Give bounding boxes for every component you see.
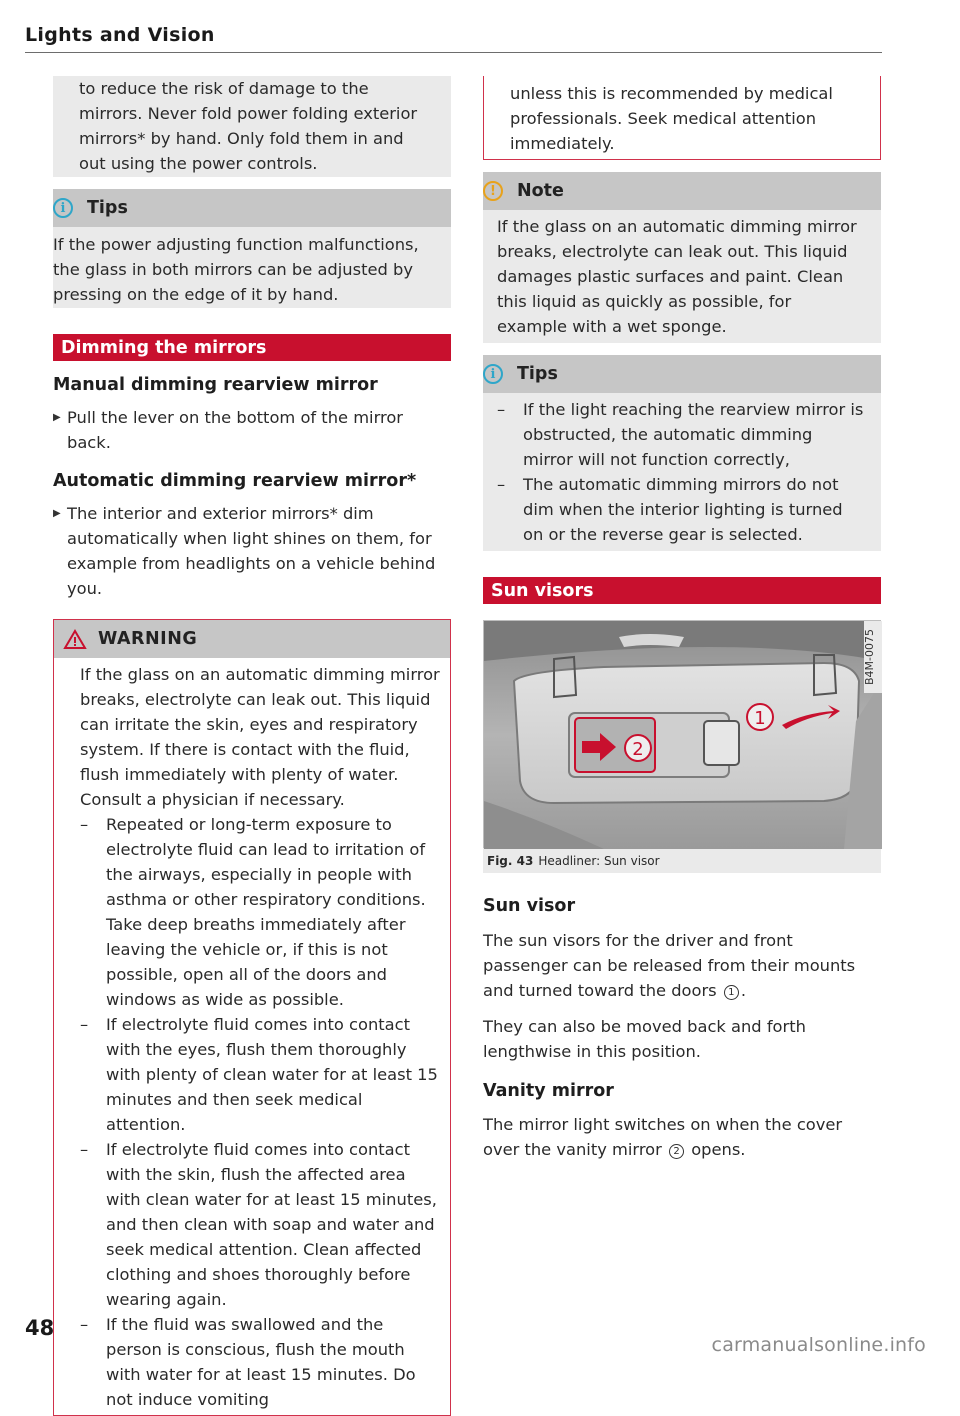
figure-callout-2: 2 <box>632 739 644 760</box>
step-auto-dimming: ▶ The interior and exterior mirrors* dim automatically when light shines on them, for example from headlights on a vehicle behind you. <box>53 501 451 601</box>
figure-caption-number: Fig. 43 <box>487 853 534 868</box>
figure-caption <box>483 848 881 873</box>
info-icon: i <box>483 364 503 384</box>
figure-callout-1: 1 <box>754 708 766 729</box>
list-item: – If the fluid was swallowed and the person is conscious, flush the mouth with water for at least 15 minutes. Do not induce vomiting <box>80 1312 440 1412</box>
paragraph-sun-visor-1 <box>483 928 881 1003</box>
paragraph-vanity-mirror <box>483 1112 881 1162</box>
tips-box-2 <box>483 355 881 551</box>
left-column <box>53 76 451 1416</box>
paragraph-sun-visor-1-end: . <box>740 981 747 1000</box>
caution-continuation-box <box>53 76 451 177</box>
figure-sun-visor <box>483 620 881 848</box>
warning-continuation-box <box>483 76 881 160</box>
page-number: 48 <box>25 1316 55 1340</box>
tips-list-2 <box>497 397 865 547</box>
tips-label-2: Tips <box>517 364 558 384</box>
note-label: Note <box>517 181 564 201</box>
caution-continuation-text: to reduce the risk of damage to the mirrors. Never fold power folding exterior mirrors* by hand. Only fold them in and out using the power controls. <box>79 79 418 173</box>
warning-triangle-icon <box>64 629 86 649</box>
note-exclamation-icon: ! <box>483 181 503 201</box>
heading-manual-dimming: Manual dimming rearview mirror <box>53 375 378 395</box>
note-body <box>483 210 881 343</box>
callout-ref-2: 2 <box>669 1144 684 1159</box>
warning-box <box>53 619 451 1416</box>
page-header-title: Lights and Vision <box>25 24 215 46</box>
warning-continuation-text: unless this is recommended by medical professionals. Seek medical attention immediately. <box>510 84 833 153</box>
tips-header-2 <box>483 355 881 393</box>
tips-header-1 <box>53 189 451 227</box>
note-header <box>483 172 881 210</box>
list-item: – If electrolyte fluid comes into contact with the skin, flush the affected area with clean water for at least 15 minutes, and then clean with soap and water and seek medical attention. Clean affected clothing and shoes thoroughly before wearing again. <box>80 1137 440 1312</box>
list-item: – If electrolyte fluid comes into contact with the eyes, flush them thoroughly with plenty of clean water for at least 15 minutes and then seek medical attention. <box>80 1012 440 1137</box>
paragraph-vanity-mirror-text: The mirror light switches on when the cover over the vanity mirror <box>483 1115 843 1159</box>
warning-list <box>80 812 440 1412</box>
paragraph-sun-visor-1-text: The sun visors for the driver and front passenger can be released from their mounts and turned toward the doors <box>483 931 856 1000</box>
heading-auto-dimming: Automatic dimming rearview mirror* <box>53 471 417 491</box>
tips-body-2 <box>483 393 881 551</box>
paragraph-vanity-mirror-end: opens. <box>691 1140 746 1159</box>
right-column <box>483 76 881 1162</box>
list-item: – The automatic dimming mirrors do not dim when the interior lighting is turned on or the reverse gear is selected. <box>497 472 865 547</box>
tips-box-1 <box>53 189 451 308</box>
sun-visor-illustration <box>484 621 882 849</box>
heading-sun-visor: Sun visor <box>483 896 576 916</box>
heading-vanity-mirror: Vanity mirror <box>483 1081 614 1101</box>
warning-intro: If the glass on an automatic dimming mirror breaks, electrolyte can leak out. This liquid can irritate the skin, eyes and respiratory system. If there is contact with the fluid, flush immediately with plenty of water. Consult a physician if necessary. <box>80 665 440 809</box>
tips-body-1 <box>53 227 451 308</box>
note-box <box>483 172 881 343</box>
note-text: If the glass on an automatic dimming mirror breaks, electrolyte can leak out. This liquid damages plastic surfaces and paint. Clean this liquid as quickly as possible, for example with a wet sponge. <box>497 217 857 336</box>
warning-label: WARNING <box>98 629 198 649</box>
tips-label-1: Tips <box>87 198 128 218</box>
figure-caption-text: Headliner: Sun visor <box>538 853 660 868</box>
section-title-dimming: Dimming the mirrors <box>53 334 451 361</box>
figure-code: B4M-0075 <box>863 629 876 685</box>
watermark: carmanualsonline.info <box>711 1334 926 1356</box>
step-manual-dimming: ▶ Pull the lever on the bottom of the mirror back. <box>53 405 451 455</box>
list-item: – Repeated or long-term exposure to electrolyte fluid can lead to irritation of the airways, especially in people with asthma or other respiratory conditions. Take deep breaths immediately after leaving the vehicle or, if this is not possible, open all of the doors and windows as wide as possible. <box>80 812 440 1012</box>
warning-body <box>54 658 450 1415</box>
section-title-sun-visors: Sun visors <box>483 577 881 604</box>
callout-ref-1: 1 <box>724 985 739 1000</box>
info-icon: i <box>53 198 73 218</box>
list-item: – If the light reaching the rearview mirror is obstructed, the automatic dimming mirror will not function correctly, <box>497 397 865 472</box>
tips-text-1: If the power adjusting function malfunctions, the glass in both mirrors can be adjusted by pressing on the edge of it by hand. <box>53 235 419 304</box>
paragraph-sun-visor-2: They can also be moved back and forth lengthwise in this position. <box>483 1017 806 1061</box>
warning-header <box>54 620 450 658</box>
header-rule <box>25 52 882 53</box>
